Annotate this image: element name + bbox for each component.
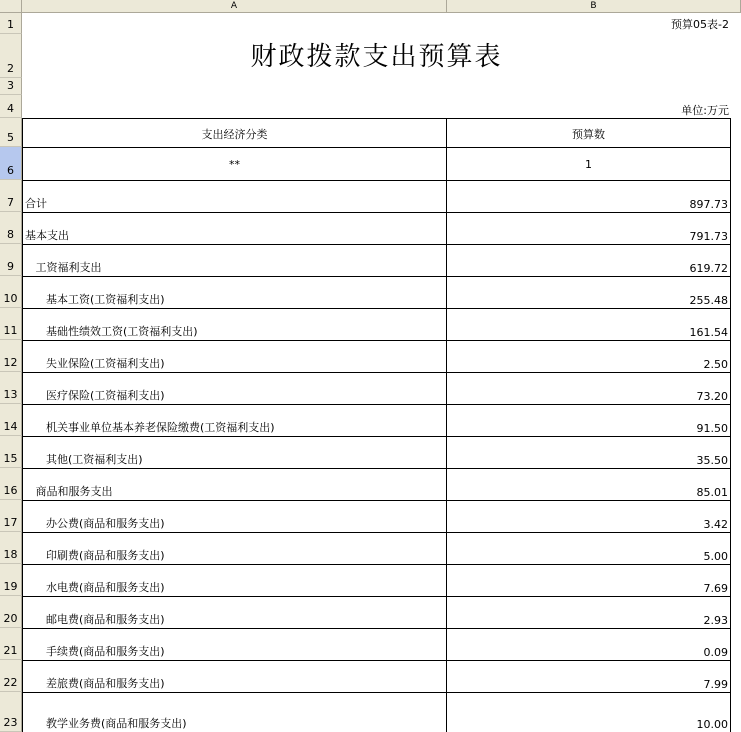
header-category-cell[interactable]: 支出经济分类 [22, 118, 447, 148]
row-header[interactable]: 17 [0, 500, 22, 532]
select-all-corner[interactable] [0, 0, 22, 13]
table-row-category-cell[interactable]: 商品和服务支出 [22, 468, 447, 501]
table-row-amount-cell[interactable]: 5.00 [447, 532, 731, 565]
row-header[interactable]: 10 [0, 276, 22, 308]
row-header[interactable]: 4 [0, 95, 22, 118]
header-index-category-cell[interactable]: ** [22, 147, 447, 180]
table-row-amount-cell[interactable]: 7.99 [447, 660, 731, 693]
table-row-amount-cell[interactable]: 91.50 [447, 404, 731, 437]
table-row-category-cell[interactable]: 印刷费(商品和服务支出) [22, 532, 447, 565]
row-header[interactable]: 13 [0, 372, 22, 404]
column-header-b[interactable]: B [447, 0, 741, 13]
table-row-category-cell[interactable]: 办公费(商品和服务支出) [22, 500, 447, 533]
row-header[interactable]: 3 [0, 78, 22, 95]
table-row-amount-cell[interactable]: 255.48 [447, 276, 731, 309]
row-header[interactable]: 2 [0, 34, 22, 78]
row-header[interactable]: 23 [0, 692, 22, 732]
table-row-category-cell[interactable]: 医疗保险(工资福利支出) [22, 372, 447, 405]
header-index-amount-cell[interactable]: 1 [447, 147, 731, 180]
row-header[interactable]: 12 [0, 340, 22, 372]
column-header-a[interactable]: A [22, 0, 447, 13]
row-header[interactable]: 1 [0, 13, 22, 34]
table-row-amount-cell[interactable]: 85.01 [447, 468, 731, 501]
table-row-category-cell[interactable]: 差旅费(商品和服务支出) [22, 660, 447, 693]
table-row-amount-cell[interactable]: 35.50 [447, 436, 731, 469]
table-row-amount-cell[interactable]: 0.09 [447, 628, 731, 661]
table-row-category-cell[interactable]: 基础性绩效工资(工资福利支出) [22, 308, 447, 341]
table-row-amount-cell[interactable]: 897.73 [447, 180, 731, 213]
table-row-amount-cell[interactable]: 73.20 [447, 372, 731, 405]
table-row-amount-cell[interactable]: 7.69 [447, 564, 731, 597]
table-row-amount-cell[interactable]: 161.54 [447, 308, 731, 341]
table-row-category-cell[interactable]: 其他(工资福利支出) [22, 436, 447, 469]
table-row-category-cell[interactable]: 手续费(商品和服务支出) [22, 628, 447, 661]
table-row-category-cell[interactable]: 水电费(商品和服务支出) [22, 564, 447, 597]
table-row-category-cell[interactable]: 机关事业单位基本养老保险缴费(工资福利支出) [22, 404, 447, 437]
row-header[interactable]: 18 [0, 532, 22, 564]
table-row-category-cell[interactable]: 教学业务费(商品和服务支出) [22, 692, 447, 732]
table-row-amount-cell[interactable]: 2.50 [447, 340, 731, 373]
row-header[interactable]: 21 [0, 628, 22, 660]
table-row-amount-cell[interactable]: 10.00 [447, 692, 731, 732]
row-header[interactable]: 19 [0, 564, 22, 596]
row-header[interactable]: 20 [0, 596, 22, 628]
row-header[interactable]: 5 [0, 118, 22, 147]
table-row-category-cell[interactable]: 失业保险(工资福利支出) [22, 340, 447, 373]
unit-label-cell[interactable]: 单位:万元 [681, 104, 729, 117]
page-title[interactable]: 财政拨款支出预算表 [250, 41, 503, 72]
row-header[interactable]: 15 [0, 436, 22, 468]
row-header[interactable]: 14 [0, 404, 22, 436]
row-header[interactable]: 22 [0, 660, 22, 692]
row-header[interactable]: 8 [0, 212, 22, 244]
table-row-amount-cell[interactable]: 619.72 [447, 244, 731, 277]
row-header[interactable]: 16 [0, 468, 22, 500]
row-header[interactable]: 11 [0, 308, 22, 340]
row-header[interactable]: 7 [0, 180, 22, 212]
table-code-cell[interactable]: 预算05表-2 [671, 18, 729, 31]
table-row-category-cell[interactable]: 基本支出 [22, 212, 447, 245]
table-row-category-cell[interactable]: 基本工资(工资福利支出) [22, 276, 447, 309]
row-header[interactable]: 9 [0, 244, 22, 276]
table-row-category-cell[interactable]: 工资福利支出 [22, 244, 447, 277]
table-row-amount-cell[interactable]: 3.42 [447, 500, 731, 533]
header-amount-cell[interactable]: 预算数 [447, 118, 731, 148]
table-row-amount-cell[interactable]: 2.93 [447, 596, 731, 629]
table-row-category-cell[interactable]: 合计 [22, 180, 447, 213]
row-header[interactable]: 6 [0, 147, 22, 180]
table-row-category-cell[interactable]: 邮电费(商品和服务支出) [22, 596, 447, 629]
table-row-amount-cell[interactable]: 791.73 [447, 212, 731, 245]
